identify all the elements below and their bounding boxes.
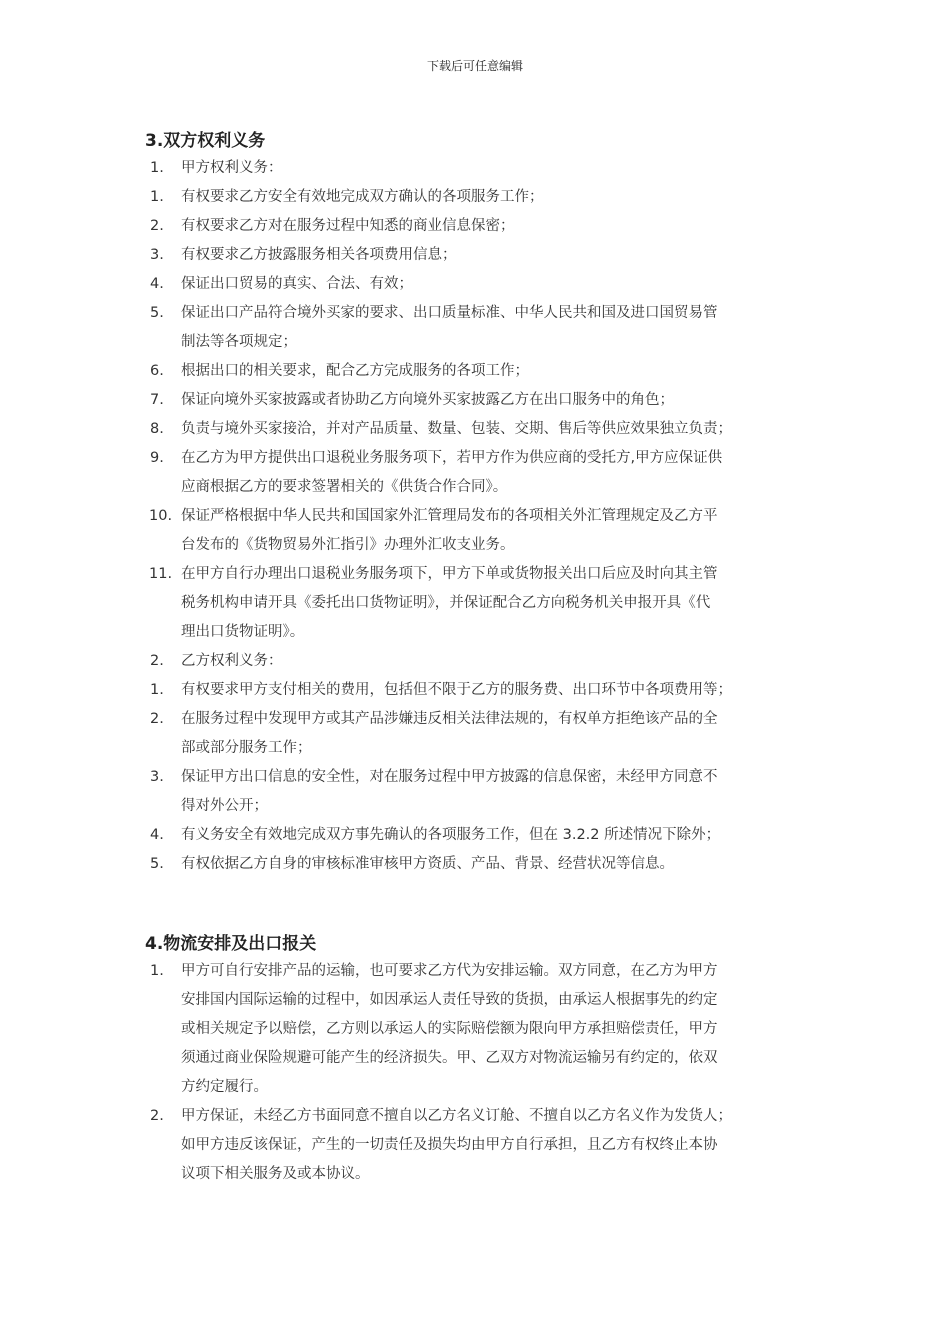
list-item-number: 10. <box>149 508 173 524</box>
list-item-text: 保证甲方出口信息的安全性，对在服务过程中甲方披露的信息保密，未经甲方同意不 <box>181 769 718 785</box>
list-item-number: 5. <box>150 856 164 872</box>
list-item-text: 方约定履行。 <box>181 1079 268 1095</box>
section-4-title: 4.物流安排及出口报关 <box>145 934 317 954</box>
list-item-number: 1. <box>150 963 164 979</box>
list-item-text: 有义务安全有效地完成双方事先确认的各项服务工作，但在 3.2.2 所述情况下除外； <box>181 827 721 843</box>
list-item-text: 保证严格根据中华人民共和国国家外汇管理局发布的各项相关外汇管理规定及乙方平 <box>181 508 718 524</box>
list-item-text: 部或部分服务工作； <box>181 740 312 756</box>
list-item-text: 负责与境外买家接洽，并对产品质量、数量、包装、交期、售后等供应效果独立负责； <box>181 421 732 437</box>
list-item-text: 税务机构申请开具《委托出口货物证明》，并保证配合乙方向税务机关申报开具《代 <box>181 595 711 611</box>
list-item-number: 9. <box>150 450 164 466</box>
list-item-text: 有权要求乙方安全有效地完成双方确认的各项服务工作； <box>181 189 544 205</box>
list-item-number: 3. <box>150 247 164 263</box>
header-text: 下载后可任意编辑 <box>426 59 523 73</box>
list-item <box>145 821 815 850</box>
list-item-number: 4. <box>150 827 164 843</box>
list-item-text: 议项下相关服务及或本协议。 <box>181 1166 370 1182</box>
list-item <box>145 212 815 241</box>
list-item <box>145 1102 815 1189</box>
list-item <box>145 183 815 212</box>
list-item-text: 理出口货物证明》。 <box>181 624 305 640</box>
list-item-text: 甲方可自行安排产品的运输，也可要求乙方代为安排运输。双方同意，在乙方为甲方 <box>181 963 718 979</box>
list-item-text: 安排国内国际运输的过程中，如因承运人责任导致的货损，由承运人根据事先的约定 <box>181 992 718 1008</box>
list-item-number: 4. <box>150 276 164 292</box>
list-item-number: 2. <box>150 711 164 727</box>
list-item-text: 乙方权利义务： <box>181 653 283 669</box>
list-item-text: 得对外公开； <box>181 798 268 814</box>
list-item-text: 在甲方自行办理出口退税业务服务项下，甲方下单或货物报关出口后应及时向其主管 <box>181 566 718 582</box>
list-item-number: 7. <box>150 392 164 408</box>
page-header <box>0 57 950 75</box>
list-item-number: 2. <box>150 653 164 669</box>
list-item <box>145 560 815 647</box>
list-item-text: 在服务过程中发现甲方或其产品涉嫌违反相关法律法规的，有权单方拒绝该产品的全 <box>181 711 718 727</box>
list-item-number: 2. <box>150 218 164 234</box>
list-item <box>145 647 815 676</box>
list-item <box>145 386 815 415</box>
list-item-text: 有权要求乙方披露服务相关各项费用信息； <box>181 247 457 263</box>
section-4-list <box>145 957 815 1189</box>
list-item <box>145 415 815 444</box>
list-item-text: 有权要求乙方对在服务过程中知悉的商业信息保密； <box>181 218 515 234</box>
list-item-text: 甲方权利义务： <box>181 160 283 176</box>
list-item-text: 保证出口产品符合境外买家的要求、出口质量标准、中华人民共和国及进口国贸易管 <box>181 305 718 321</box>
list-item <box>145 957 815 1102</box>
list-item-number: 5. <box>150 305 164 321</box>
list-item-text: 在乙方为甲方提供出口退税业务服务项下，若甲方作为供应商的受托方,甲方应保证供 <box>181 450 723 466</box>
document-body <box>145 128 815 1189</box>
list-item-number: 1. <box>150 682 164 698</box>
list-item-text: 甲方保证，未经乙方书面同意不擅自以乙方名义订舱、不擅自以乙方名义作为发货人； <box>181 1108 732 1124</box>
list-item-number: 1. <box>150 189 164 205</box>
list-item-text: 保证出口贸易的真实、合法、有效； <box>181 276 413 292</box>
list-item-text: 保证向境外买家披露或者协助乙方向境外买家披露乙方在出口服务中的角色； <box>181 392 674 408</box>
list-item-text: 如甲方违反该保证，产生的一切责任及损失均由甲方自行承担，且乙方有权终止本协 <box>181 1137 718 1153</box>
list-item-text: 台发布的《货物贸易外汇指引》办理外汇收支业务。 <box>181 537 515 553</box>
list-item <box>145 705 815 763</box>
list-item <box>145 763 815 821</box>
list-item <box>145 444 815 502</box>
list-item-number: 8. <box>150 421 164 437</box>
list-item-number: 3. <box>150 769 164 785</box>
list-item <box>145 299 815 357</box>
list-item-number: 6. <box>150 363 164 379</box>
list-item-text: 或相关规定予以赔偿，乙方则以承运人的实际赔偿额为限向甲方承担赔偿责任，甲方 <box>181 1021 718 1037</box>
list-item-text: 应商根据乙方的要求签署相关的《供货合作合同》。 <box>181 479 508 495</box>
list-item <box>145 270 815 299</box>
section-3-title: 3.双方权利义务 <box>145 131 266 151</box>
list-item <box>145 241 815 270</box>
list-item-text: 须通过商业保险规避可能产生的经济损失。甲、乙双方对物流运输另有约定的，依双 <box>181 1050 718 1066</box>
list-item-number: 11. <box>149 566 173 582</box>
list-item-text: 有权依据乙方自身的审核标准审核甲方资质、产品、背景、经营状况等信息。 <box>181 856 674 872</box>
section-spacer <box>145 879 815 931</box>
list-item-number: 2. <box>150 1108 164 1124</box>
section-3-list <box>145 154 815 879</box>
list-item <box>145 850 815 879</box>
list-item-text: 有权要求甲方支付相关的费用，包括但不限于乙方的服务费、出口环节中各项费用等； <box>181 682 732 698</box>
list-item <box>145 357 815 386</box>
list-item-text: 制法等各项规定； <box>181 334 297 350</box>
list-item-number: 1. <box>150 160 164 176</box>
list-item <box>145 154 815 183</box>
list-item <box>145 502 815 560</box>
list-item <box>145 676 815 705</box>
list-item-text: 根据出口的相关要求，配合乙方完成服务的各项工作； <box>181 363 529 379</box>
